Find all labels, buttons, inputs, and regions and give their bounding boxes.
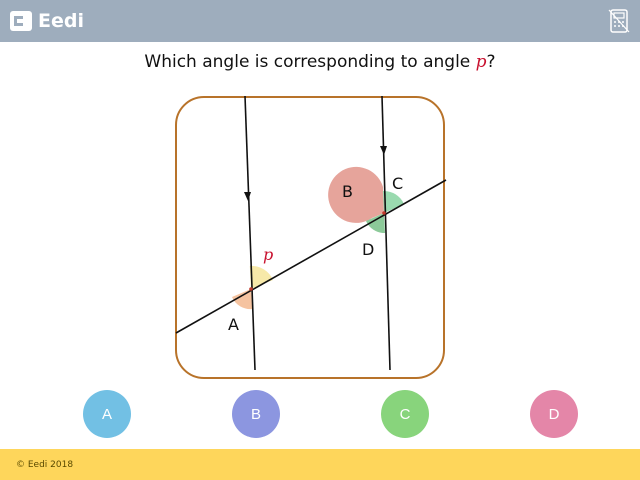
answer-label: C — [399, 405, 411, 423]
eedi-logo-icon — [10, 11, 32, 31]
answer-options — [0, 390, 640, 438]
angle-diagram — [172, 92, 452, 382]
label-a: A — [228, 315, 239, 334]
calculator-icon[interactable] — [608, 9, 630, 33]
answer-label: D — [548, 405, 560, 423]
answer-button-a[interactable] — [83, 390, 131, 438]
question-text — [0, 52, 640, 72]
footer-bar — [0, 449, 640, 480]
answer-button-b[interactable] — [232, 390, 280, 438]
brand-name: Eedi — [38, 10, 84, 32]
answer-button-d[interactable] — [530, 390, 578, 438]
label-c: C — [392, 174, 404, 193]
label-b: B — [342, 182, 353, 201]
angle-b-sector — [328, 167, 384, 223]
question-prefix: Which angle is corresponding to angle — [144, 52, 476, 72]
top-bar — [0, 0, 640, 42]
answer-button-c[interactable] — [381, 390, 429, 438]
question-variable: p — [475, 52, 487, 72]
copyright-text: © Eedi 2018 — [16, 460, 74, 470]
label-p: p — [263, 245, 274, 264]
eedi-logo — [10, 9, 84, 33]
answer-label: B — [250, 405, 261, 423]
label-d: D — [362, 240, 375, 259]
question-suffix: ? — [486, 52, 496, 72]
answer-label: A — [101, 405, 112, 423]
diagram-frame — [176, 97, 444, 378]
